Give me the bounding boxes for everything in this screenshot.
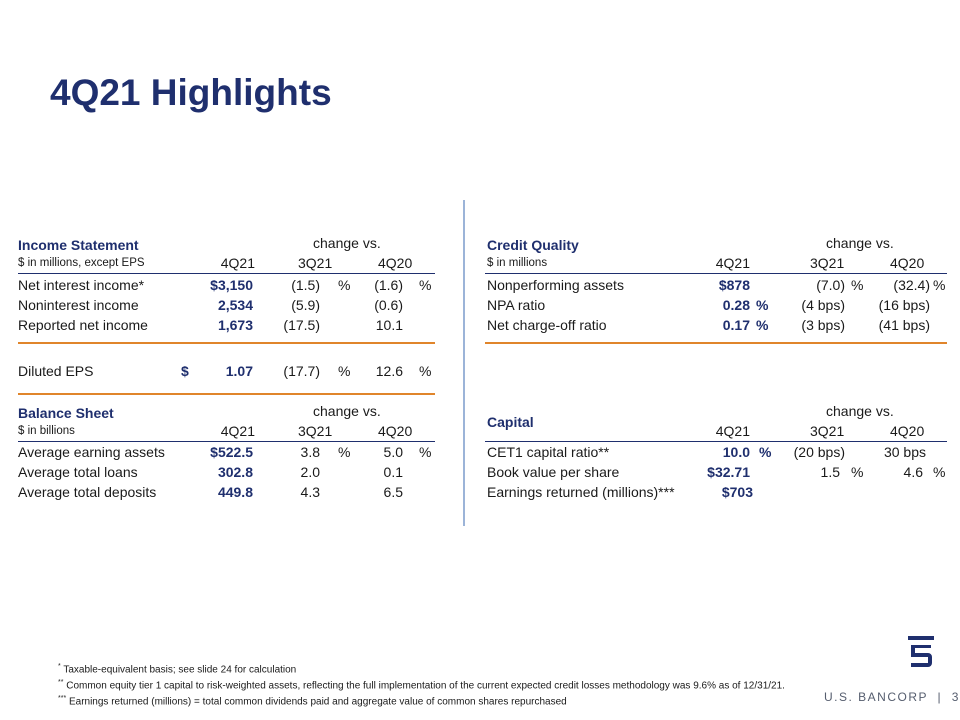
row-change-4q20: (16 bps) [878, 297, 930, 313]
brand-page-number: U.S. BANCORP | 3 [824, 690, 960, 704]
row-value: 2,534 [217, 297, 253, 313]
credit-sub: $ in millions [487, 257, 548, 269]
balance-col-4q21: 4Q21 [220, 423, 255, 439]
row-change-3q21: (7.0) [816, 277, 845, 293]
row-label: Average total loans [18, 464, 138, 480]
eps-pct-3q21: % [338, 363, 351, 379]
row-change-3q21: (20 bps) [793, 444, 845, 460]
balance-rule [18, 441, 435, 442]
row-pct-4q20: % [933, 464, 946, 480]
row-change-3q21: (1.5) [291, 277, 320, 293]
usbank-shield-icon [908, 636, 934, 672]
row-change-4q20: 4.6 [903, 464, 923, 480]
capital-change-vs: change vs. [826, 403, 894, 419]
capital-col-4q20: 4Q20 [890, 423, 925, 439]
balance-header: Balance Sheet [18, 405, 114, 421]
income-orange-rule [18, 342, 435, 344]
row-label: Reported net income [18, 317, 148, 333]
eps-change-4q20: 12.6 [375, 363, 403, 379]
row-label: Noninterest income [18, 297, 139, 313]
row-change-3q21: (5.9) [291, 297, 320, 313]
row-label: Net charge-off ratio [487, 317, 607, 333]
footnote-3: *** Earnings returned (millions) = total common dividends paid and aggregate value of common shares repurchased [58, 694, 567, 707]
row-value: 1,673 [217, 317, 253, 333]
row-pct-3q21: % [338, 277, 351, 293]
capital-col-4q21: 4Q21 [715, 423, 750, 439]
row-pct-3q21: % [851, 464, 864, 480]
row-label: NPA ratio [487, 297, 546, 313]
balance-change-vs: change vs. [313, 403, 381, 419]
credit-header: Credit Quality [487, 237, 579, 253]
income-col-3q21: 3Q21 [298, 255, 333, 271]
row-value-pct: % [756, 297, 769, 313]
row-label: Average earning assets [18, 444, 165, 460]
row-pct-3q21: % [851, 277, 864, 293]
row-pct-4q20: % [419, 277, 432, 293]
row-value: $3,150 [210, 277, 253, 293]
footnote-2: ** Common equity tier 1 capital to risk-weighted assets, reflecting the full implementation of the current expected credit losses methodology was 9.6% as of 12/31/21. [58, 678, 785, 692]
eps-orange-rule [18, 393, 435, 395]
credit-col-4q20: 4Q20 [890, 255, 925, 271]
row-change-3q21: 4.3 [300, 484, 320, 500]
row-change-4q20: 30 bps [883, 444, 926, 460]
row-change-4q20: 10.1 [375, 317, 403, 333]
eps-label: Diluted EPS [18, 363, 94, 379]
row-label: Book value per share [487, 464, 620, 480]
row-change-4q20: (32.4) [893, 277, 930, 293]
eps-dollar: $ [181, 363, 189, 379]
income-rule [18, 273, 435, 274]
row-value: $878 [718, 277, 750, 293]
footnotes [58, 661, 785, 708]
row-label: Net interest income* [18, 277, 145, 293]
row-label: Average total deposits [18, 484, 157, 500]
row-change-3q21: 2.0 [300, 464, 320, 480]
balance-col-4q20: 4Q20 [378, 423, 413, 439]
credit-orange-rule [485, 342, 947, 344]
credit-col-3q21: 3Q21 [810, 255, 845, 271]
capital-header: Capital [487, 414, 534, 430]
row-change-4q20: 5.0 [383, 444, 403, 460]
income-col-4q20: 4Q20 [378, 255, 413, 271]
row-pct-4q20: % [933, 277, 946, 293]
row-label: Earnings returned (millions)*** [487, 484, 675, 500]
row-value-pct: % [756, 317, 769, 333]
capital-rule [485, 441, 947, 442]
page-title: 4Q21 Highlights [50, 72, 332, 113]
income-header: Income Statement [18, 237, 139, 253]
row-change-3q21: (4 bps) [801, 297, 845, 313]
row-value: $703 [721, 484, 753, 500]
column-divider [463, 200, 465, 526]
income-sub: $ in millions, except EPS [18, 257, 145, 269]
capital-col-3q21: 3Q21 [810, 423, 845, 439]
row-value: 449.8 [217, 484, 253, 500]
balance-sub: $ in billions [18, 425, 75, 437]
credit-rule [485, 273, 947, 274]
row-change-4q20: 6.5 [383, 484, 403, 500]
row-value: 10.0 [722, 444, 750, 460]
eps-value: 1.07 [225, 363, 253, 379]
row-change-3q21: 3.8 [300, 444, 320, 460]
row-value: 0.17 [722, 317, 750, 333]
row-label: CET1 capital ratio** [487, 444, 610, 460]
row-value-pct: % [759, 444, 772, 460]
row-change-4q20: (41 bps) [878, 317, 930, 333]
income-col-4q21: 4Q21 [220, 255, 255, 271]
row-value: 0.28 [722, 297, 750, 313]
row-label: Nonperforming assets [487, 277, 624, 293]
row-change-3q21: 1.5 [820, 464, 840, 480]
row-change-4q20: (0.6) [374, 297, 403, 313]
row-value: $32.71 [707, 464, 750, 480]
eps-pct-4q20: % [419, 363, 432, 379]
row-change-4q20: (1.6) [374, 277, 403, 293]
row-value: 302.8 [217, 464, 253, 480]
credit-col-4q21: 4Q21 [715, 255, 750, 271]
row-change-4q20: 0.1 [383, 464, 403, 480]
row-value: $522.5 [210, 444, 253, 460]
footnote-1: * Taxable-equivalent basis; see slide 24 for calculation [58, 663, 297, 676]
balance-col-3q21: 3Q21 [298, 423, 333, 439]
credit-change-vs: change vs. [826, 235, 894, 251]
income-change-vs: change vs. [313, 235, 381, 251]
row-change-3q21: (3 bps) [801, 317, 845, 333]
eps-change-3q21: (17.7) [283, 363, 320, 379]
row-pct-3q21: % [338, 444, 351, 460]
row-pct-4q20: % [419, 444, 432, 460]
row-change-3q21: (17.5) [283, 317, 320, 333]
